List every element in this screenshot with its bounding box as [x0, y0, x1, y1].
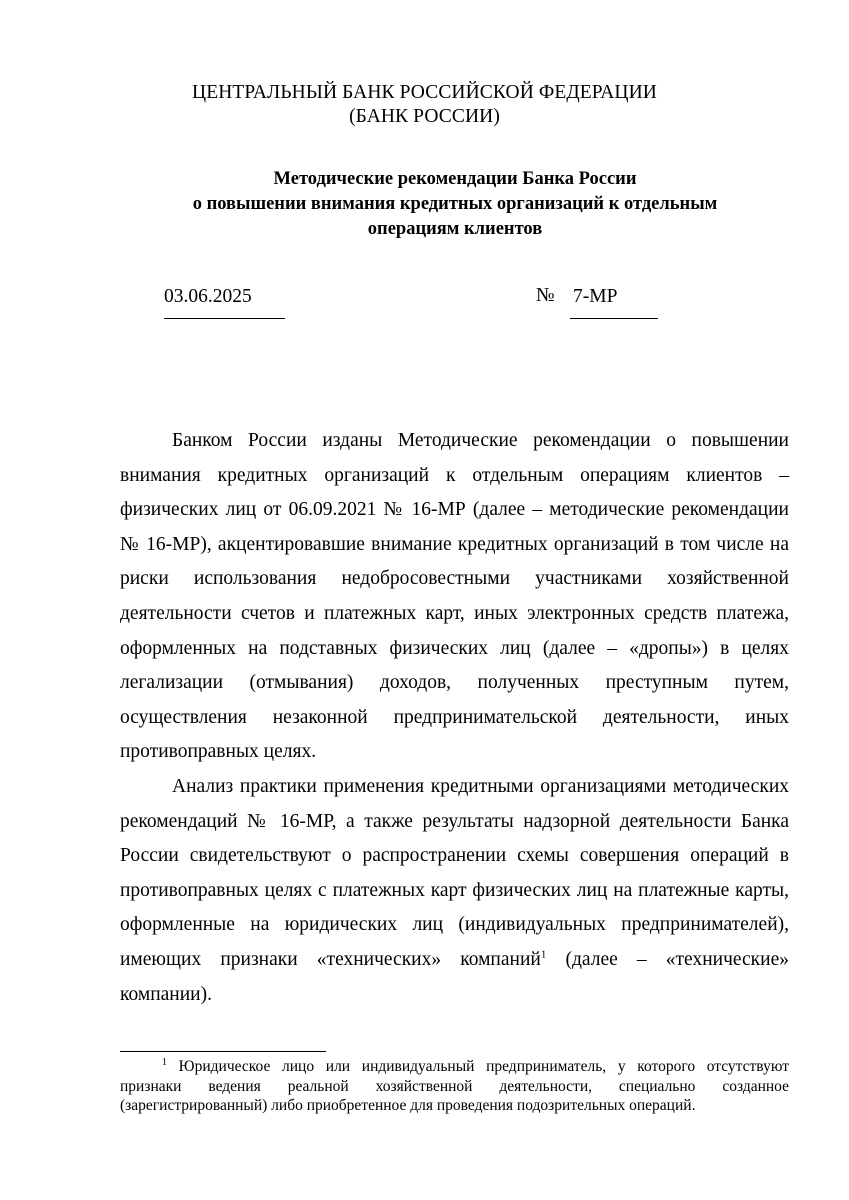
date-underline — [164, 318, 285, 319]
document-title — [120, 167, 790, 242]
title-line2: о повышении внимания кредитных организаций к отдельным — [192, 194, 718, 214]
bank-name-line1: ЦЕНТРАЛЬНЫЙ БАНК РОССИЙСКОЙ ФЕДЕРАЦИИ — [192, 82, 657, 103]
footnote-reference[interactable]: 1 — [540, 948, 547, 961]
footnote — [120, 1057, 789, 1116]
number-sign: № — [536, 285, 555, 306]
document-date: 03.06.2025 — [164, 286, 252, 307]
title-line3: операциям клиентов — [367, 219, 543, 239]
title-line1: Методические рекомендации Банка России — [273, 169, 637, 189]
document-number: 7-МР — [573, 286, 618, 307]
document-body — [120, 424, 789, 1012]
paragraph2-text: Анализ практики применения кредитными организациями методических рекомендаций № 16-МР, а также результаты надзорной деятельности Банка России свидетельствуют о распространении схемы совершения операций в противоправных целях с платежных карт физических лиц на платежные карты, оформленные на юридических лиц (индивидуальных предпринимателей), имеющих признаки «технических» компаний — [120, 775, 789, 970]
footnote-paragraph — [120, 1057, 789, 1116]
body-paragraph-1: Банком России изданы Методические рекомендации о повышении внимания кредитных организаций к отдельным операциям клиентов – физических лиц от 06.09.2021 № 16-МР (далее – методические рекомендации № 16-МР), акцентировавшие внимание кредитных организаций в том числе на риски использования недобросовестными участниками хозяйственной деятельности счетов и платежных карт, иных электронных средств платежа, оформленных на подставных физических лиц (далее – «дропы») в целях легализации (отмывания) доходов, полученных преступным путем, осуществления незаконной предпринимательской деятельности, иных противоправных целях. — [120, 430, 789, 763]
footnote-text: Юридическое лицо или индивидуальный предприниматель, у которого отсутствуют признаки ведения реальной хозяйственной деятельности, специально созданное (зарегистрированный) либо приобретенное для проведения подозрительных операций. — [120, 1058, 789, 1115]
footnote-marker: 1 — [162, 1056, 167, 1068]
bank-name-line2: (БАНК РОССИИ) — [349, 106, 500, 127]
paragraph2-text-end: (далее – «технические» компании). — [120, 948, 789, 1005]
body-paragraph-2 — [120, 770, 789, 1012]
number-underline — [570, 318, 658, 319]
footnote-separator — [120, 1051, 326, 1052]
